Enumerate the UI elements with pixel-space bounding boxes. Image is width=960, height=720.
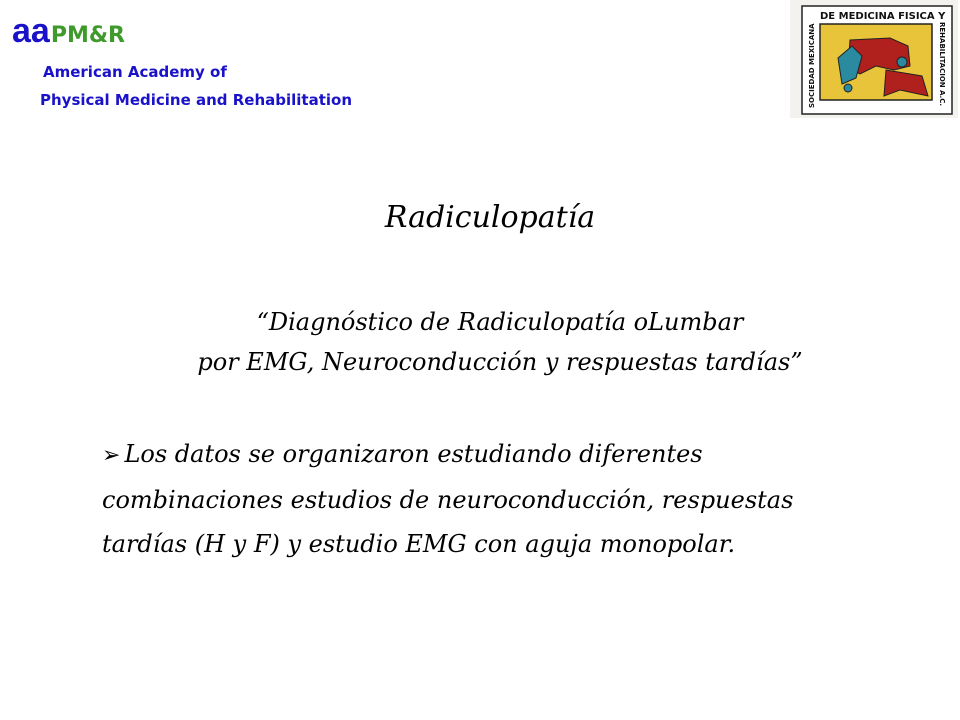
bullet-item [102, 432, 862, 566]
org-name-line2: Physical Medicine and Rehabilitation [40, 91, 353, 109]
slide-title: Radiculopatía [384, 200, 596, 235]
slide-subtitle-line2: por EMG, Neuroconducción y respuestas tardías” [197, 348, 803, 376]
seal-left-text: SOCIEDAD MEXICANA [808, 23, 816, 108]
seal-top-text: DE MEDICINA FISICA Y [820, 11, 946, 22]
slide-subtitle-line1: “Diagnóstico de Radiculopatía oLumbar [256, 308, 744, 336]
arrow-bullet-icon: ➢ [102, 443, 121, 468]
bullet-text: Los datos se organizaron estudiando diferentes combinaciones estudios de neuroconducción, respuestas tardías (H y F) y estudio EMG con aguja monopolar. [102, 440, 794, 558]
logo-pmr-text: PM&R [50, 23, 125, 48]
logo-aa-text: aa [12, 12, 50, 50]
aapmr-logo [12, 14, 125, 48]
smmfr-seal-logo [790, 0, 958, 118]
seal-right-text: REHABILITACION A.C. [938, 22, 946, 107]
org-name-line1: American Academy of [43, 63, 227, 81]
